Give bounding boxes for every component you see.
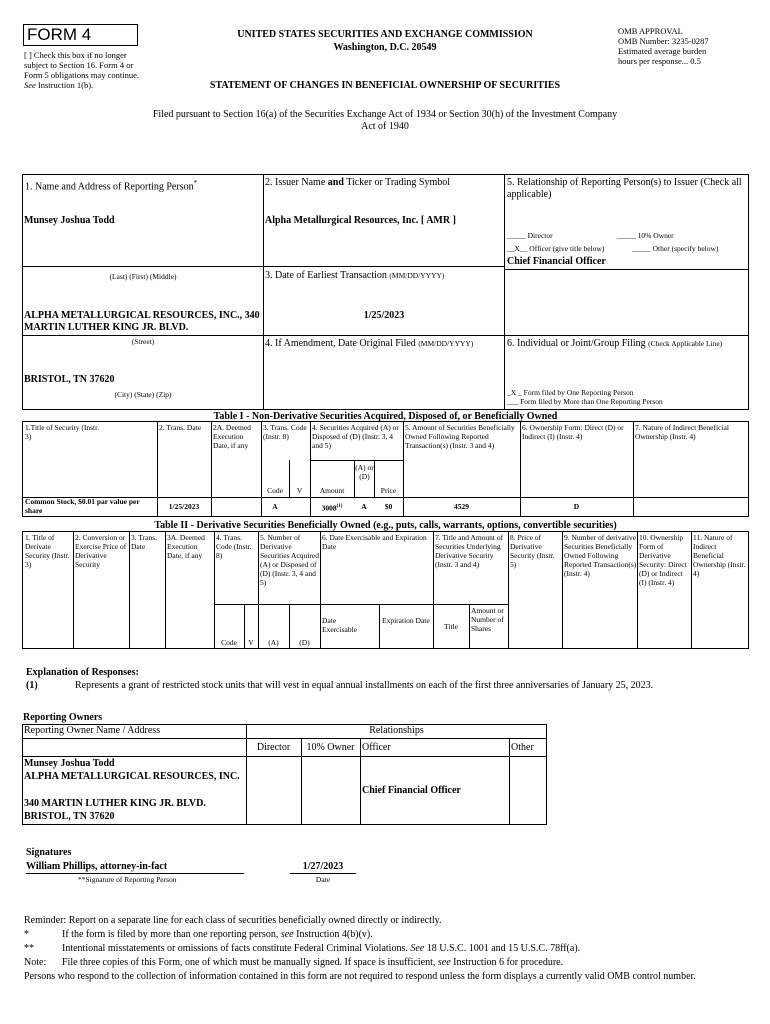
t2-h8: 8. Price of Derivative Security (Instr. 5) <box>510 533 555 569</box>
signatures-heading: Signatures <box>26 847 72 858</box>
t2-h1: 1. Title of Derivate Security (Instr. 3) <box>25 533 70 569</box>
t1-h2a: 2A. Deemed Execution Date, if any <box>213 423 251 450</box>
owners-heading: Reporting Owners <box>23 712 103 723</box>
owner-addr1: ALPHA METALLURGICAL RESOURCES, INC. <box>24 771 240 782</box>
t2-h2: 2. Conversion or Exercise Price of Derivative Security <box>75 533 127 569</box>
earliest-transaction-date: 1/25/2023 <box>363 310 405 321</box>
issuer-name: Alpha Metallurgical Resources, Inc. [ AMR ] <box>265 215 456 226</box>
owners-col-officer: Officer <box>362 742 391 753</box>
t1-sub-price: Price <box>380 486 397 495</box>
owner-addr2: 340 MARTIN LUTHER KING JR. BLVD. <box>24 798 206 809</box>
t2-h5: 5. Number of Derivative Securities Acquired (A) or Disposed of (D) (Instr. 3, 4 and 5) <box>260 533 319 587</box>
t1-h7: 7. Nature of Indirect Beneficial Ownership (Instr. 4) <box>635 423 729 441</box>
t1-row-date: 1/25/2023 <box>168 502 200 511</box>
reporting-person-city: BRISTOL, TN 37620 <box>24 374 115 385</box>
t1-h4: 4. Securities Acquired (A) or Disposed of (D) (Instr. 3, 4 and 5) <box>312 423 399 450</box>
reporting-person-name: Munsey Joshua Todd <box>24 215 115 226</box>
agency-location: Washington, D.C. 20549 <box>333 42 437 53</box>
explanation-num: (1) <box>26 680 38 691</box>
box2-label: 2. Issuer Name and Ticker or Trading Symbol <box>265 177 451 188</box>
footer-dstar-text: Intentional misstatements or omissions of facts constitute Federal Criminal Violations. See 18 U.S.C. 1001 and 15 U.S.C. 78ff(a). <box>62 943 581 954</box>
other-checkbox[interactable]: _____ Other (specify below) <box>632 244 719 253</box>
officer-checkbox[interactable]: __X__ Officer (give title below) <box>507 244 605 253</box>
footer-dstar: ** <box>24 943 34 954</box>
explanation-heading: Explanation of Responses: <box>26 667 139 678</box>
footer-note: Note: <box>24 957 47 968</box>
statement-title: STATEMENT OF CHANGES IN BENEFICIAL OWNERSHIP OF SECURITIES <box>209 80 561 91</box>
t2-h9: 9. Number of derivative Securities Beneficially Owned Following Reported Transaction(s) (Instr. 4) <box>564 533 637 578</box>
box1-label: 1. Name and Address of Reporting Person* <box>25 179 198 193</box>
t2-h4: 4. Trans. Code (Instr. 8) <box>216 533 252 560</box>
reporting-person-company: ALPHA METALLURGICAL RESOURCES, INC., 340 MARTIN LUTHER KING JR. BLVD. <box>24 310 260 333</box>
signature-date: 1/27/2023 <box>302 861 344 872</box>
city-parts-label: (City) (State) (Zip) <box>114 390 172 399</box>
footer-reminder: Reminder: Report on a separate line for each class of securities beneficially owned directly or indirectly. <box>24 915 442 926</box>
t2-sub-title: Title <box>444 622 458 631</box>
t2-h3a: 3A. Deemed Execution Date, if any <box>167 533 205 560</box>
owner-addr3: BRISTOL, TN 37620 <box>24 811 115 822</box>
t1-row-amount: 3008$^{(1)}$ <box>321 503 343 513</box>
owners-col-other: Other <box>511 742 534 753</box>
date-label: Date <box>315 875 331 884</box>
t2-h6: 6. Date Exercisable and Expiration Date <box>322 533 427 551</box>
footer-persons: Persons who respond to the collection of information contained in this form are not required to respond unless the form displays a currently valid OMB control number. <box>24 971 696 982</box>
explanation-text: Represents a grant of restricted stock units that will vest in equal annual installments on each of the first three anniversaries of January 25, 2023. <box>75 680 654 691</box>
table1-title: Table I - Non-Derivative Securities Acquired, Disposed of, or Beneficially Owned <box>213 411 558 422</box>
footer-star-text: If the form is filed by more than one reporting person, see Instruction 4(b)(v). <box>62 929 373 940</box>
box6-label: 6. Individual or Joint/Group Filing (Check Applicable Line) <box>507 338 723 349</box>
t1-sub-v: V <box>296 486 303 495</box>
t1-sub-aord: (A) or (D) <box>355 463 374 481</box>
t1-row-price: $0 <box>384 502 393 511</box>
box3-label: 3. Date of Earliest Transaction (MM/DD/YYYY) <box>265 270 445 281</box>
t1-h6: 6. Ownership Form: Direct (D) or Indirect (I) (Instr. 4) <box>522 423 624 441</box>
t2-h11: 11. Nature of Indirect Beneficial Ownership (Instr. 4) <box>693 533 746 578</box>
t1-row-form: D <box>573 502 580 511</box>
t1-row-code: A <box>272 502 278 511</box>
t1-row-owned: 4529 <box>454 502 469 511</box>
owners-col-ten: 10% Owner <box>306 742 355 753</box>
t2-sub-expiration: Expiration Date <box>382 616 430 625</box>
t1-h1: 1.Title of Security (Instr. 3) <box>25 423 100 441</box>
t2-h7: 7. Title and Amount of Securities Underlying Derivative Security (Instr. 3 and 4) <box>435 533 504 569</box>
name-parts-label: (Last) (First) (Middle) <box>109 272 177 281</box>
box5-label: 5. Relationship of Reporting Person(s) to Issuer (Check all applicable) <box>507 177 742 200</box>
signer-name: William Phillips, attorney-in-fact <box>26 861 168 872</box>
agency-name: UNITED STATES SECURITIES AND EXCHANGE COMMISSION <box>237 29 533 40</box>
t2-sub-amount: Amount or Number of Shares <box>471 606 504 633</box>
t2-sub-exercisable: Date Exercisable <box>322 616 357 634</box>
top-boxes <box>22 174 749 410</box>
t2-h10: 10. Ownership Form of Derivative Security: Direct (D) or Indirect (I) (Instr. 4) <box>639 533 687 587</box>
t1-sub-amount: Amount <box>319 486 345 495</box>
footer-star: * <box>24 929 29 940</box>
street-label: (Street) <box>131 337 155 346</box>
owners-col-rel: Relationships <box>369 725 424 736</box>
owner-name: Munsey Joshua Todd <box>24 758 115 769</box>
form-title-box <box>23 24 138 46</box>
filed-by-more-checkbox[interactable]: ___ Form filed by More than One Reporting Person <box>507 397 663 406</box>
footer-note-text: File three copies of this Form, one of which must be manually signed. If space is insufficient, see Instruction 6 for procedure. <box>62 957 564 968</box>
officer-title: Chief Financial Officer <box>507 256 606 267</box>
t2-sub-v: V <box>248 638 254 647</box>
omb-approval: OMB APPROVAL OMB Number: 3235-0287 Estimated average burden hours per response... 0.5 <box>618 26 709 66</box>
t2-sub-d: (D) <box>299 638 310 647</box>
table2-title: Table II - Derivative Securities Beneficially Owned (e.g., puts, calls, warrants, options, convertible securities) <box>154 520 617 531</box>
owners-col-director: Director <box>256 742 291 753</box>
t1-row-title: Common Stock, $0.01 par value per share <box>25 497 140 515</box>
t1-sub-code: Code <box>267 486 283 495</box>
ten-pct-owner-checkbox[interactable]: _____ 10% Owner <box>617 231 674 240</box>
t1-row-aord: A <box>361 502 367 511</box>
owner-officer: Chief Financial Officer <box>362 785 461 796</box>
checkbox-note: [ ] Check this box if no longer subject to Section 16. Form 4 or Form 5 obligations may continue. See Instruction 1(b). <box>24 50 139 90</box>
t2-sub-a: (A) <box>268 638 279 647</box>
signature-label: **Signature of Reporting Person <box>78 875 177 884</box>
owners-col-name: Reporting Owner Name / Address <box>24 725 161 736</box>
director-checkbox[interactable]: _____ Director <box>507 231 553 240</box>
box4-label: 4. If Amendment, Date Original Filed (MM/DD/YYYY) <box>265 338 474 349</box>
filed-by-one-checkbox[interactable]: _X _ Form filed by One Reporting Person <box>507 388 634 397</box>
t2-sub-code: Code <box>221 638 237 647</box>
t1-h5: 5. Amount of Securities Beneficially Owned Following Reported Transaction(s) (Instr. 3 and 4) <box>405 423 515 450</box>
t1-h3: 3. Trans. Code (Instr. 8) <box>263 423 307 441</box>
form-title: FORM 4 <box>27 25 92 44</box>
t1-h2: 2. Trans. Date <box>159 423 202 432</box>
t2-h3: 3. Trans. Date <box>131 533 158 551</box>
filed-pursuant: Filed pursuant to Section 16(a) of the Securities Exchange Act of 1934 or Section 30(h) of the Investment Company Act of 1940 <box>152 109 618 132</box>
